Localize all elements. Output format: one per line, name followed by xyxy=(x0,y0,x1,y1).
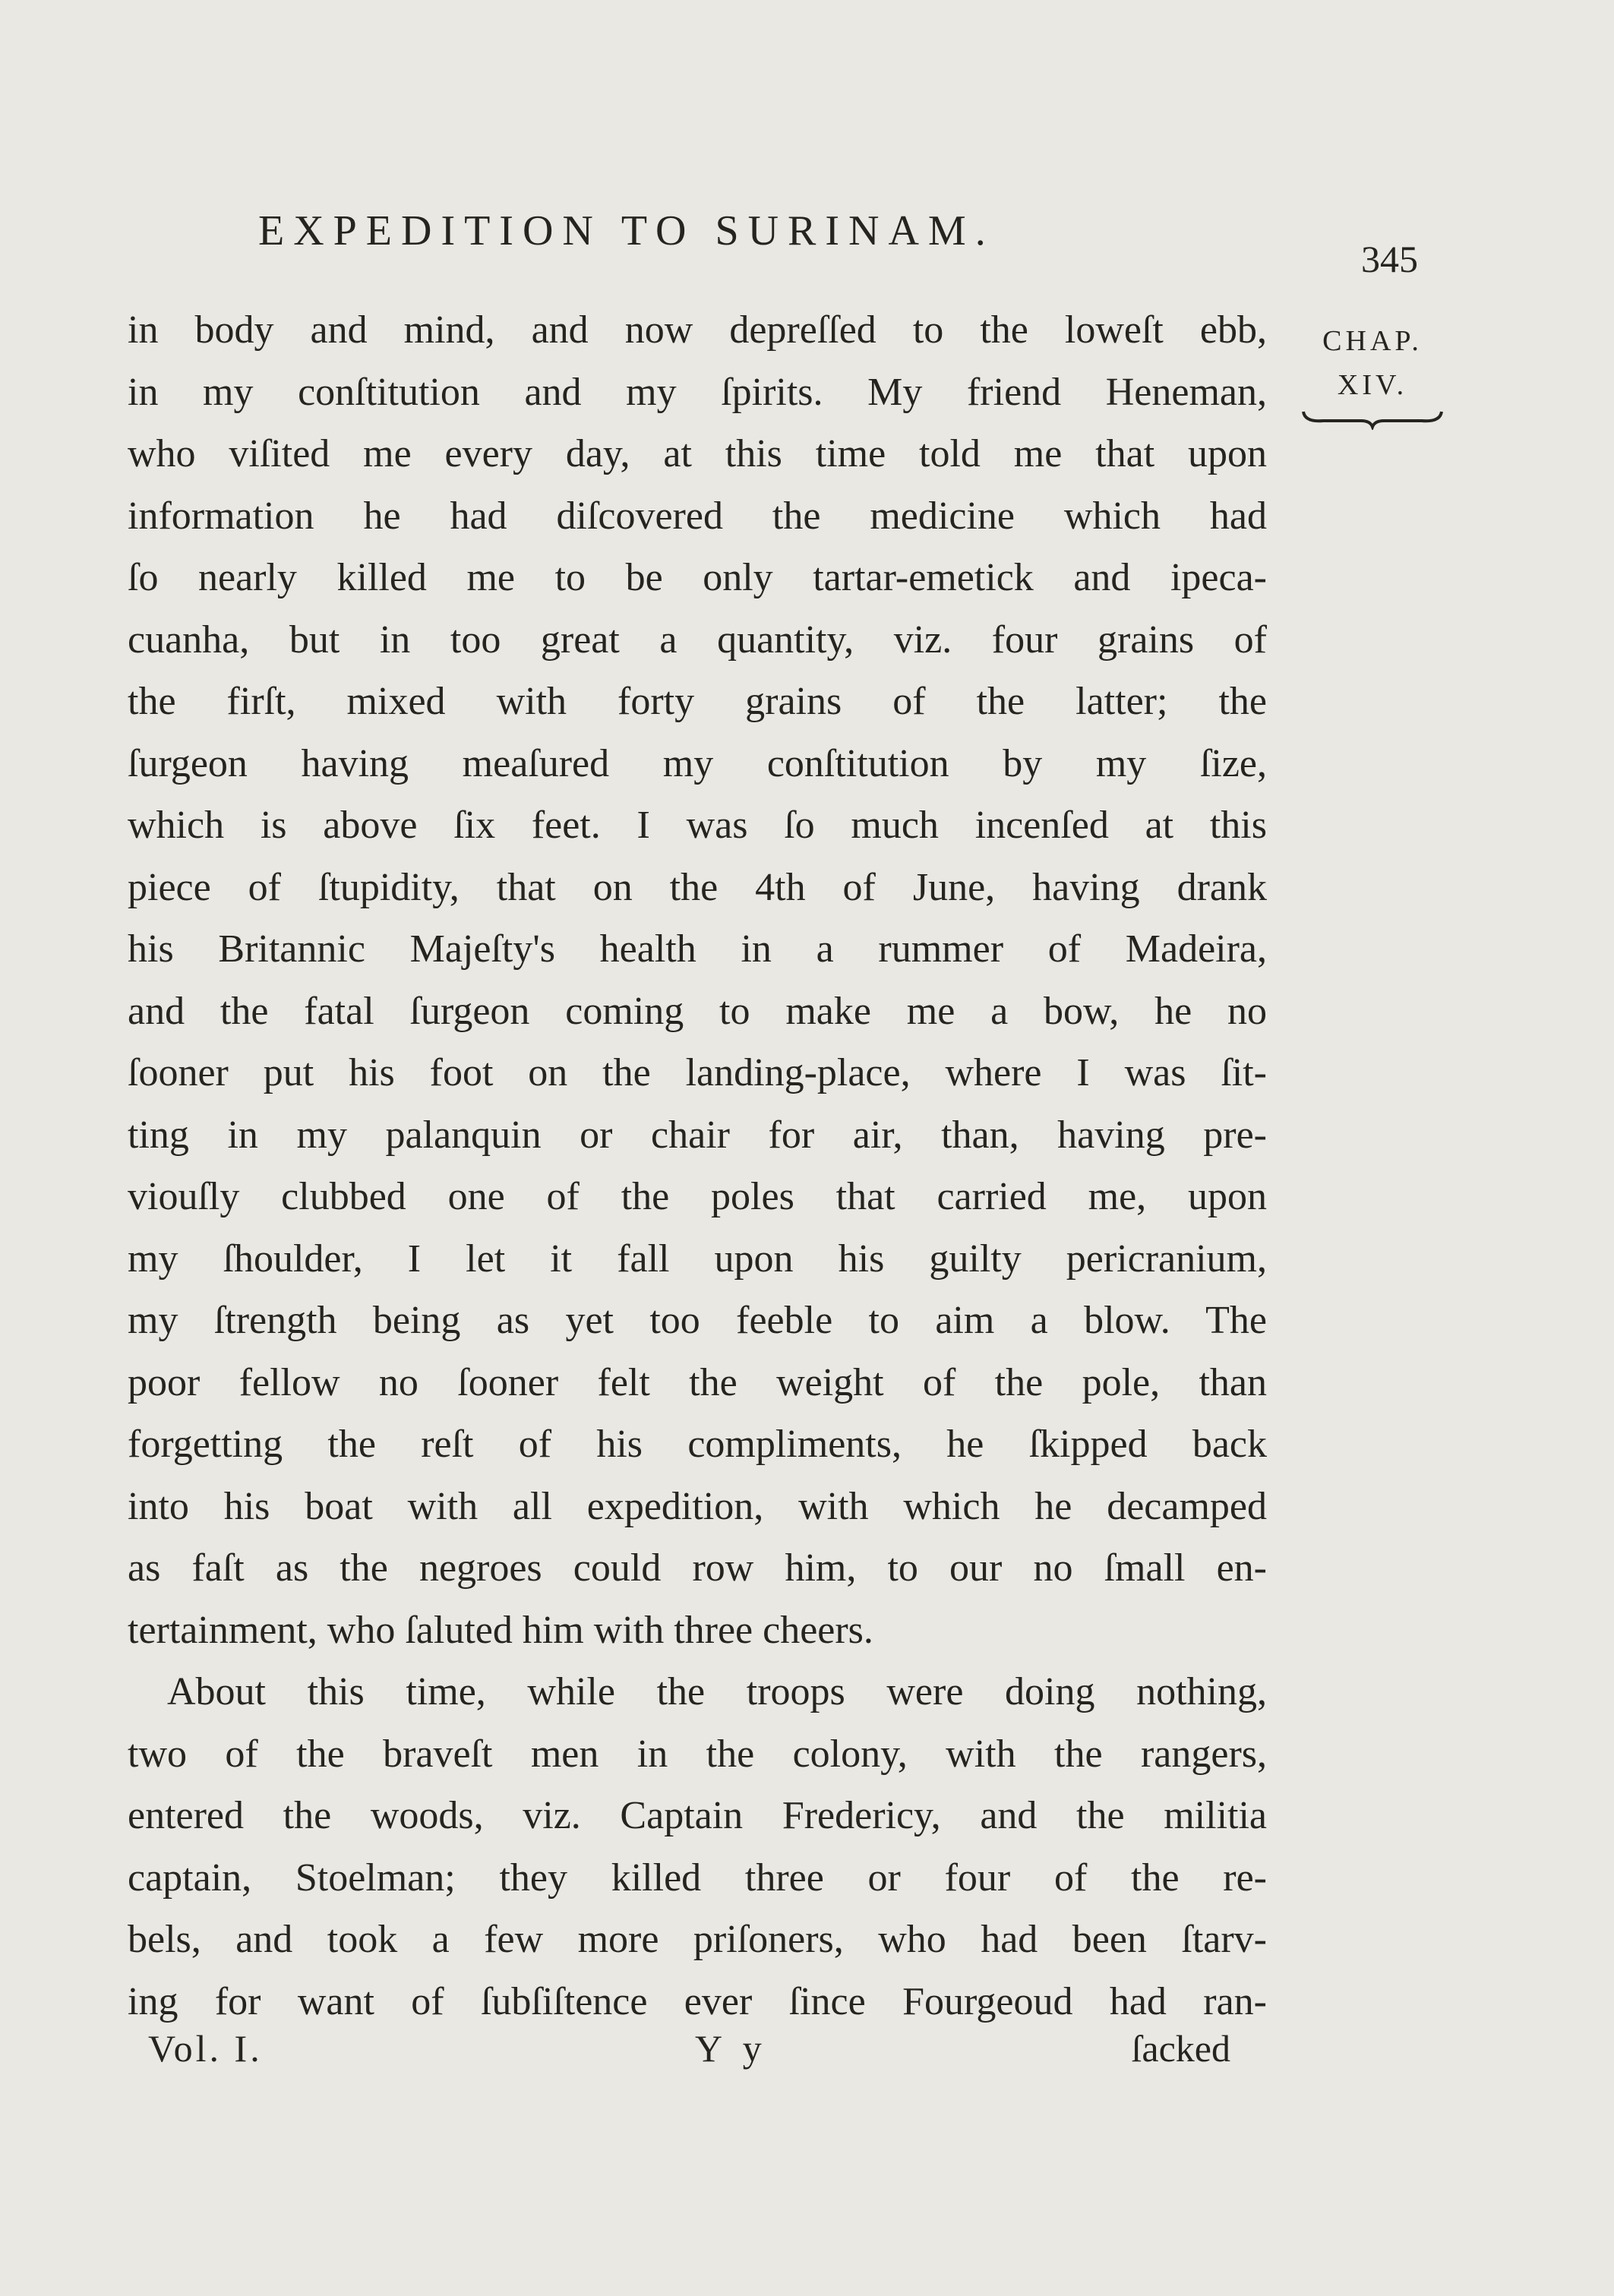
text-line: his Britannic Majeſty's health in a rummer of Madeira, xyxy=(128,927,1267,971)
text-line: forgetting the reſt of his compliments, he ſkipped back xyxy=(128,1423,1267,1466)
signature-mark: Y y xyxy=(695,2027,768,2070)
catchword: ſacked xyxy=(1131,2027,1230,2070)
text-line: piece of ſtupidity, that on the 4th of June, having drank xyxy=(128,865,1267,909)
brace-ornament-icon xyxy=(1300,407,1445,430)
signature-volume: Vol. I. xyxy=(148,2027,263,2070)
chapter-label: CHAP. xyxy=(1322,325,1423,357)
running-title: EXPEDITION TO SURINAM. xyxy=(258,207,995,254)
text-line: bels, and took a few more priſoners, who had been ſtarv- xyxy=(128,1918,1267,1961)
text-line: my ſtrength being as yet too feeble to aim a blow. The xyxy=(128,1299,1267,1342)
text-line: in my conſtitution and my ſpirits. My friend Heneman, xyxy=(128,370,1267,414)
text-line: ing for want of ſubſiſtence ever ſince Fourgeoud had ran- xyxy=(128,1979,1267,2023)
body-text xyxy=(128,299,1267,2032)
text-line: ſo nearly killed me to be only tartar-emetick and ipeca- xyxy=(128,556,1267,599)
text-line: About this time, while the troops were doing nothing, xyxy=(167,1670,1267,1713)
text-line: ſurgeon having meaſured my conſtitution by my ſize, xyxy=(128,741,1267,785)
text-line: and the fatal ſurgeon coming to make me a bow, he no xyxy=(128,989,1267,1033)
chapter-number: XIV. xyxy=(1337,369,1408,401)
text-line: cuanha, but in too great a quantity, viz. four grains of xyxy=(128,617,1267,662)
text-line: entered the woods, viz. Captain Fredericy, and the militia xyxy=(128,1794,1267,1837)
text-line: the firſt, mixed with forty grains of the latter; the xyxy=(128,680,1267,723)
text-line: viouſly clubbed one of the poles that carried me, upon xyxy=(128,1175,1267,1218)
text-line: in body and mind, and now depreſſed to the loweſt ebb, xyxy=(128,308,1267,352)
text-line: ſooner put his foot on the landing-place, where I was ſit- xyxy=(128,1051,1267,1094)
chapter-margin-note xyxy=(1300,319,1445,430)
page-number: 345 xyxy=(1361,238,1418,280)
text-line: who viſited me every day, at this time told me that upon xyxy=(128,432,1267,475)
text-line: captain, Stoelman; they killed three or four of the re- xyxy=(128,1855,1267,1900)
text-line: into his boat with all expedition, with which he decamped xyxy=(128,1484,1267,1528)
text-line: information he had diſcovered the medicine which had xyxy=(128,494,1267,538)
text-line: two of the braveſt men in the colony, with the rangers, xyxy=(128,1732,1267,1776)
text-line: poor fellow no ſooner felt the weight of the pole, than xyxy=(128,1360,1267,1404)
text-line: my ſhoulder, I let it fall upon his guilty pericranium, xyxy=(128,1236,1267,1281)
text-line: ting in my palanquin or chair for air, than, having pre- xyxy=(128,1113,1267,1157)
text-line: tertainment, who ſaluted him with three cheers. xyxy=(128,1608,873,1652)
text-line: which is above ſix feet. I was ſo much incenſed at this xyxy=(128,804,1267,847)
text-line: as faſt as the negroes could row him, to our no ſmall en- xyxy=(128,1546,1267,1590)
